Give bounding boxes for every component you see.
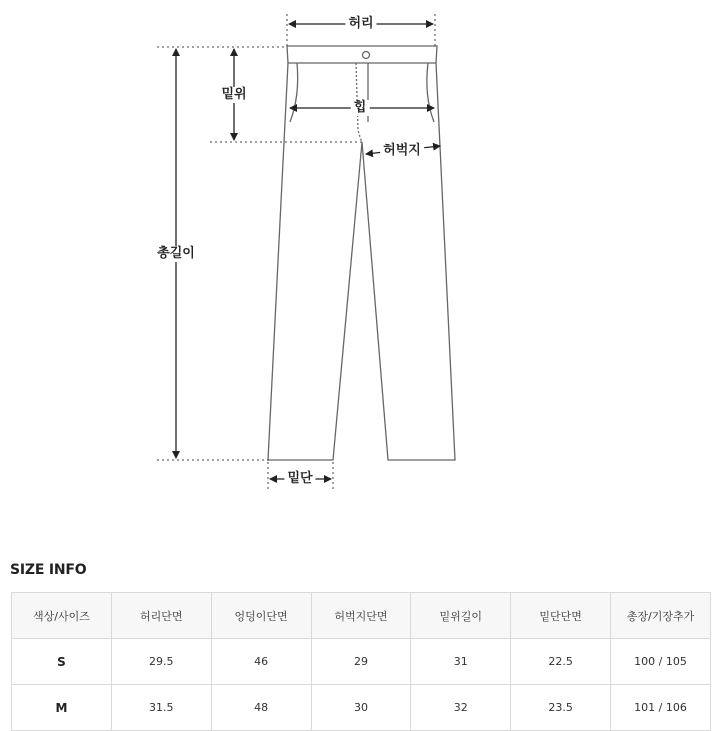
header-cell: 허벅지단면 xyxy=(311,593,411,639)
value-cell: 100 / 105 xyxy=(611,639,711,685)
value-cell: 31.5 xyxy=(111,685,211,731)
header-cell: 총장/기장추가 xyxy=(611,593,711,639)
value-cell: 30 xyxy=(311,685,411,731)
value-cell: 32 xyxy=(411,685,511,731)
left-pocket xyxy=(290,63,298,122)
value-cell: 101 / 106 xyxy=(611,685,711,731)
value-cell: 22.5 xyxy=(511,639,611,685)
hem-label: 밑단 xyxy=(284,471,315,487)
value-cell: 29 xyxy=(311,639,411,685)
table-row xyxy=(12,685,711,731)
size-table xyxy=(11,592,711,731)
thigh-label: 허벅지 xyxy=(380,143,424,159)
right-pocket xyxy=(427,63,434,122)
header-cell: 허리단면 xyxy=(111,593,211,639)
waist-label: 허리 xyxy=(345,16,376,32)
hip-label: 힙 xyxy=(351,100,370,116)
pants-body xyxy=(268,63,455,460)
guide-lines xyxy=(157,14,435,490)
header-cell: 엉덩이단면 xyxy=(211,593,311,639)
value-cell: 23.5 xyxy=(511,685,611,731)
header-cell: 밑단단면 xyxy=(511,593,611,639)
value-cell: 46 xyxy=(211,639,311,685)
measure-arrows xyxy=(176,24,440,479)
waist-button xyxy=(363,52,370,59)
table-header-row xyxy=(12,593,711,639)
value-cell: 29.5 xyxy=(111,639,211,685)
header-cell: 밑위길이 xyxy=(411,593,511,639)
size-cell: S xyxy=(12,639,112,685)
rise-label: 밑위 xyxy=(218,87,249,103)
value-cell: 48 xyxy=(211,685,311,731)
value-cell: 31 xyxy=(411,639,511,685)
total-length-label: 총길이 xyxy=(154,246,198,262)
size-cell: M xyxy=(12,685,112,731)
table-row xyxy=(12,639,711,685)
size-info-title: SIZE INFO xyxy=(10,562,87,578)
header-cell: 색상/사이즈 xyxy=(12,593,112,639)
